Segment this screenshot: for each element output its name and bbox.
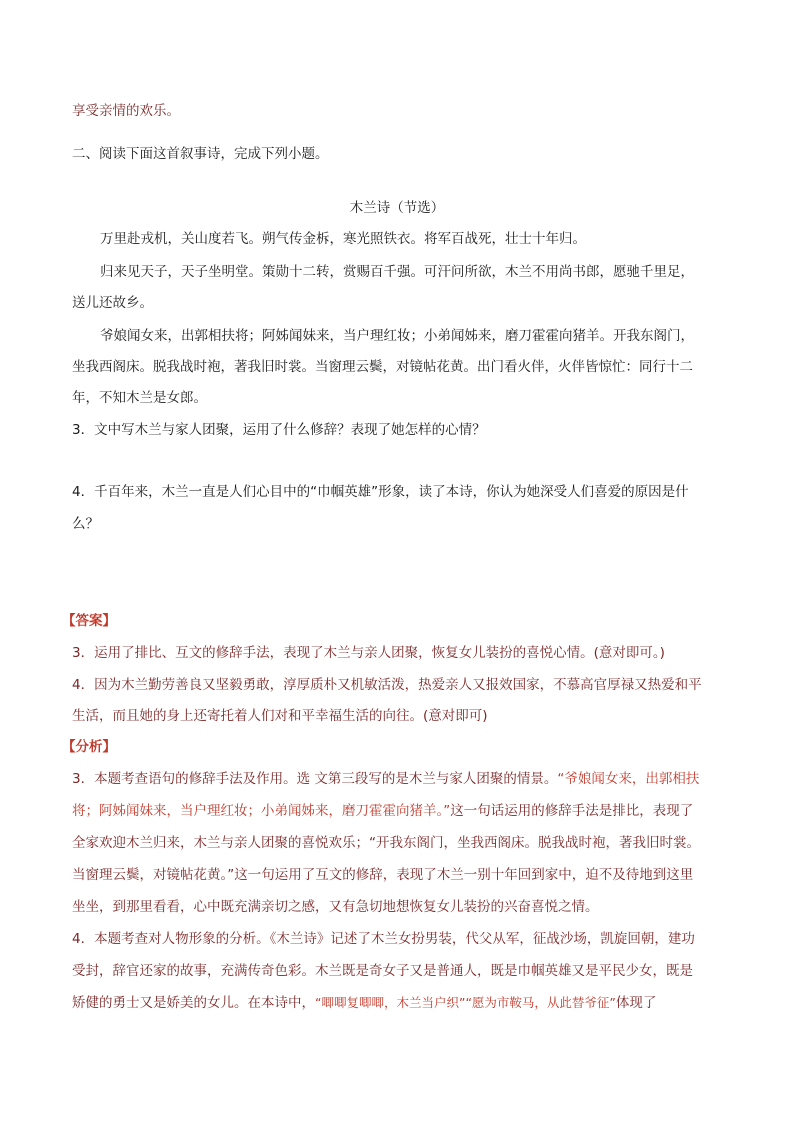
answer-3: 3．运用了排比、互文的修辞手法，表现了木兰与亲人团聚，恢复女儿装扮的喜悦心情。(意对即可。) — [72, 645, 665, 661]
poem-title: 木兰诗（节选） — [349, 200, 445, 216]
analysis-4-line-3-text: 矫健的勇士又是娇美的女儿。在本诗中， — [72, 995, 315, 1011]
analysis-3-quote-1-cont: 将；阿姊闻妹来，当户理红妆；小弟闻姊来，磨刀霍霍向猪羊。” — [72, 803, 451, 819]
poem-line-1: 万里赴戎机，关山度若飞。朔气传金柝，寒光照铁衣。将军百战死，壮士十年归。 — [100, 231, 586, 247]
poem-line-4: 爷娘闻女来，出郭相扶将；阿姊闻妹来，当户理红妆；小弟闻姊来，磨刀霍霍向猪羊。开我东阁门， — [100, 328, 694, 344]
analysis-4-quote: “唧唧复唧唧，木兰当户织”“愿为市鞍马，从此替爷征” — [315, 995, 616, 1010]
section-heading: 二、阅读下面这首叙事诗，完成下列小题。 — [72, 146, 329, 162]
answer-4-line-2: 生活，而且她的身上还寄托着人们对和平幸福生活的向往。(意对即可) — [72, 708, 488, 724]
question-4-line-1: 4．千百年来，木兰一直是人们心目中的“巾帼英雄”形象，读了本诗，你认为她深受人们喜爱的原因是什 — [72, 484, 689, 500]
analysis-4-line-1: 4．本题考查对人物形象的分析。《木兰诗》记述了木兰女扮男装，代父从军，征战沙场，凯旋回朝，建功 — [72, 931, 695, 947]
analysis-3-line-2-text: 这一句话运用的修辞手法是排比，表现了 — [450, 803, 694, 819]
question-4-line-2: 么？ — [72, 516, 99, 532]
poem-line-2: 归来见天子，天子坐明堂。策勋十二转，赏赐百千强。可汗问所欲，木兰不用尚书郎，愿驰千里足， — [100, 264, 694, 280]
analysis-3-line-1-text: 3．本题考查语句的修辞手法及作用。选 文第三段写的是木兰与家人团聚的情景。 — [72, 771, 558, 787]
analysis-3-line-2 — [72, 802, 732, 820]
intro-tail: 享受亲情的欢乐。 — [72, 103, 180, 119]
analysis-3-line-1 — [72, 770, 732, 788]
analysis-3-line-4: 当窗理云鬓，对镜帖花黄。”这一句运用了互文的修辞，表现了木兰一别十年回到家中，迫不及待地到这里 — [72, 867, 694, 883]
analysis-label: 【分析】 — [62, 739, 116, 755]
analysis-3-line-3: 全家欢迎木兰归来，木兰与亲人团聚的喜悦欢乐；“开我东阁门，坐我西阁床。脱我战时袍，著我旧时裳。 — [72, 835, 700, 851]
question-3: 3．文中写木兰与家人团聚，运用了什么修辞？表现了她怎样的心情？ — [72, 422, 486, 438]
analysis-3-quote-1: “爷娘闻女来，出郭相扶 — [557, 771, 700, 787]
analysis-4-line-2: 受封，辞官还家的故事，充满传奇色彩。木兰既是奇女子又是普通人，既是巾帼英雄又是平民少女，既是 — [72, 963, 693, 979]
answer-4-line-1: 4．因为木兰勤劳善良又坚毅勇敢，淳厚质朴又机敏活泼，热爱亲人又报效国家，不慕高官厚禄又热爱和平 — [72, 677, 702, 693]
poem-line-5: 坐我西阁床。脱我战时袍，著我旧时裳。当窗理云鬓，对镜帖花黄。出门看火伴，火伴皆惊忙：同行十二 — [72, 359, 693, 375]
poem-line-6: 年，不知木兰是女郎。 — [72, 390, 207, 406]
answer-label: 【答案】 — [62, 613, 116, 629]
analysis-4-line-3 — [72, 994, 732, 1012]
analysis-3-line-5: 坐坐，到那里看看，心中既充满亲切之感，又有急切地想恢复女儿装扮的兴奋喜悦之情。 — [72, 899, 599, 915]
poem-line-3: 送儿还故乡。 — [72, 295, 153, 311]
analysis-4-line-3-end: 体现了 — [615, 995, 657, 1011]
